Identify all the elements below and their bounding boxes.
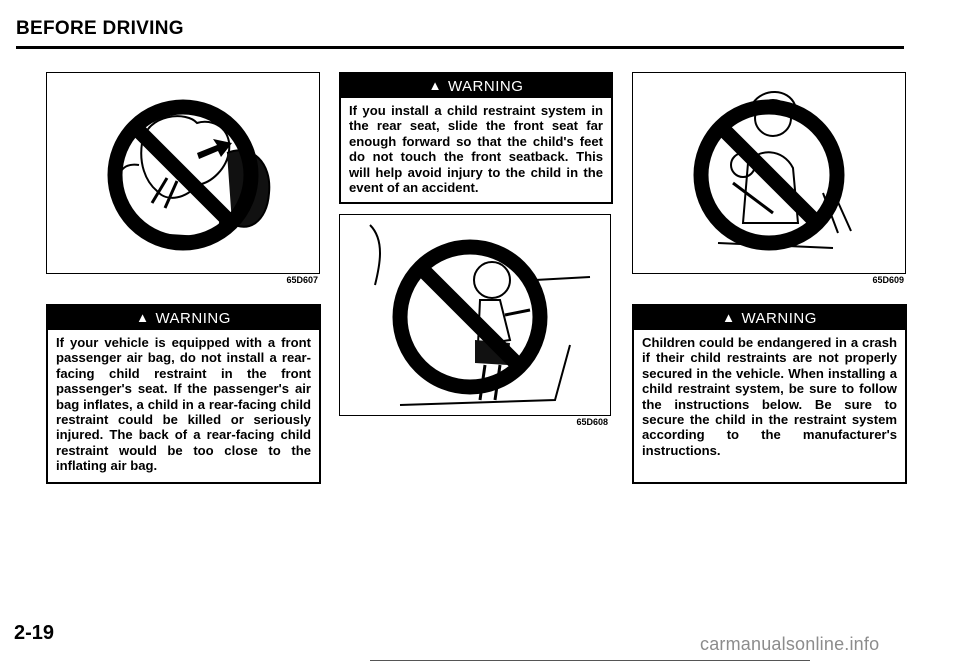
figure-rear-facing-seat-prohibited <box>46 72 320 274</box>
warning-heading-label: WARNING <box>155 310 231 327</box>
warning-text: If you install a child restraint system in the rear seat, slide the front seat far enough forward so that the child's feet do not touch the front seatback. This will help avoid injury to the child in the event of an accident. <box>349 103 603 196</box>
figure-code: 65D607 <box>286 275 318 285</box>
warning-triangle-icon: ▲ <box>136 310 150 325</box>
warning-box <box>46 304 321 484</box>
page-header-title: BEFORE DRIVING <box>16 18 184 39</box>
figure-child-feet-touching-seatback-prohibited <box>339 214 611 416</box>
warning-text: Children could be endangered in a crash if their child restraints are not properly secured in the vehicle. When installing a child restraint system, be sure to follow the instructions below. Be sure to secure the child in the restraint system according to the manufacturer's instructions. <box>642 335 897 458</box>
warning-heading <box>634 306 905 330</box>
warning-box <box>632 304 907 484</box>
warning-heading-label: WARNING <box>741 310 817 327</box>
figure-code: 65D608 <box>576 417 608 427</box>
watermark: carmanualsonline.info <box>700 634 880 654</box>
page-number: 2-19 <box>14 622 55 644</box>
figure-code: 65D609 <box>872 275 904 285</box>
child-feet-seatback-illustration <box>340 215 610 415</box>
warning-heading <box>48 306 319 330</box>
child-on-lap-illustration <box>633 73 905 273</box>
warning-heading <box>341 74 611 98</box>
header-rule <box>16 46 904 49</box>
warning-triangle-icon: ▲ <box>428 78 442 93</box>
warning-triangle-icon: ▲ <box>722 310 736 325</box>
footer-rule <box>370 660 810 661</box>
rear-facing-seat-illustration <box>47 73 319 273</box>
warning-heading-label: WARNING <box>447 78 524 95</box>
warning-box <box>339 72 613 204</box>
warning-text: If your vehicle is equipped with a front passenger air bag, do not install a rear-facing child restraint in the front passenger's seat. If the passenger's air bag inflates, a child in a rear-facing child restraint could be killed or seriously injured. The back of a rear-facing child restraint would be too close to the inflating air bag. <box>56 335 311 474</box>
figure-child-on-lap-prohibited <box>632 72 906 274</box>
